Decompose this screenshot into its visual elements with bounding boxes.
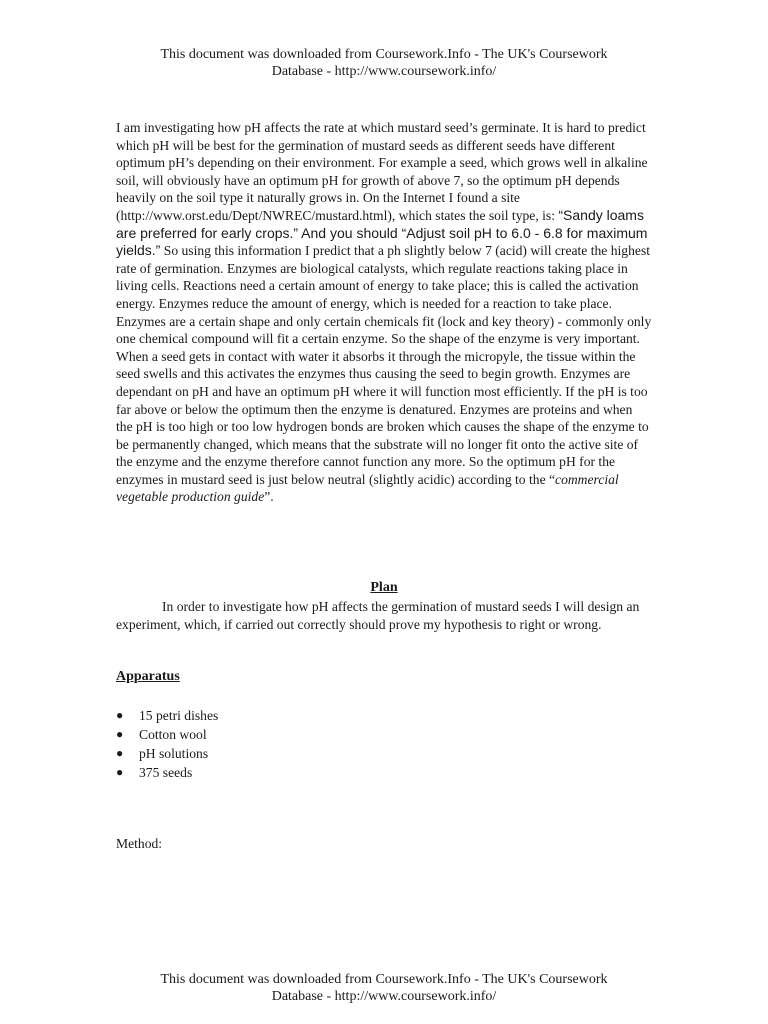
footer-line-1: This document was downloaded from Coursework.Info - The UK's Coursework	[160, 972, 608, 987]
header-line-2: Database - http://www.coursework.info/	[271, 64, 497, 79]
source-title: commercial vegetable production guide	[116, 471, 619, 505]
bullet-icon: ●	[116, 727, 124, 741]
list-item	[116, 744, 218, 763]
list-item-label: pH solutions	[139, 746, 209, 761]
page-header	[0, 46, 768, 80]
list-item-label: 15 petri dishes	[139, 708, 219, 723]
header-line-1: This document was downloaded from Coursework.Info - The UK's Coursework	[160, 47, 608, 62]
website-quote: “Sandy loams are preferred for early crops.” And you should “Adjust soil pH to 6.0 - 6.8 for maximum yields.”	[116, 206, 648, 259]
apparatus-heading: Apparatus	[116, 669, 180, 684]
list-item	[116, 706, 218, 725]
list-item-label: 375 seeds	[139, 765, 193, 780]
bullet-icon: ●	[116, 765, 124, 779]
intro-end: ”.	[264, 489, 274, 505]
bullet-icon: ●	[116, 708, 124, 722]
introduction-paragraph	[116, 119, 652, 506]
plan-heading: Plan	[370, 580, 398, 595]
bullet-icon: ●	[116, 746, 124, 760]
plan-text: In order to investigate how pH affects the germination of mustard seeds I will design an experiment, which, if carried out correctly should prove my hypothesis to right or wrong.	[116, 599, 640, 632]
page-footer	[0, 971, 768, 1005]
method-label: Method:	[116, 836, 163, 851]
list-item	[116, 725, 218, 744]
intro-text-2: So using this information I predict that a ph slightly below 7 (acid) will create the highest rate of germination. Enzymes are biological catalysts, which regulate reactions taking place in living cells. Reactions need a certain amount of energy to take place; this is called the activation energy. Enzymes reduce the amount of energy, which is needed for a reaction to take place. Enzymes are a certain shape and only certain chemicals fit (lock and key theory) - commonly only one chemical compound will fit a certain enzyme. So the shape of the enzyme is very important. When a seed gets in contact with water it absorbs it through the micropyle, the tissue within the seed swells and this activates the enzymes thus causing the seed to begin growth. Enzymes are dependant on pH and have an optimum pH where it will function most efficiently. If the pH is too far above or below the optimum then the enzyme is denatured. Enzymes are proteins and when the pH is too high or too low hydrogen bonds are broken which causes the shape of the enzyme to be permanently changed, which means that the substrate will no longer fit onto the active site of the enzyme and the enzyme therefore cannot function any more. So the optimum pH for the enzymes in mustard seed is just below neutral (slightly acidic) according to the “	[116, 243, 652, 487]
plan-paragraph	[116, 598, 652, 633]
intro-text-1: I am investigating how pH affects the rate at which mustard seed’s germinate. It is hard to predict which pH will be best for the germination of mustard seeds as different seeds have different optimum pH’s depending on their environment. For example a seed, which grows well in alkaline soil, will obviously have an optimum pH for growth of above 7, so the optimum pH depends heavily on the soil type it naturally grows in. On the Internet I found a site (http://www.orst.edu/Dept/NWREC/mustard.html), which states the soil type, is:	[116, 120, 648, 223]
list-item	[116, 763, 218, 782]
footer-line-2: Database - http://www.coursework.info/	[271, 989, 497, 1004]
apparatus-list	[116, 706, 218, 782]
list-item-label: Cotton wool	[139, 727, 207, 742]
